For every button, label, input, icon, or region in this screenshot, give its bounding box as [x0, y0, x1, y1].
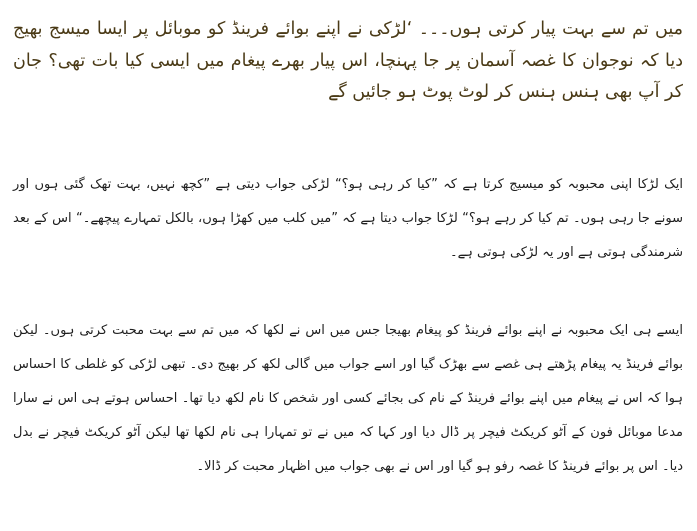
story-paragraph-1: ایک لڑکا اپنی محبوبہ کو میسیج کرتا ہے کہ ”کیا کر رہی ہو؟“ لڑکی جواب دیتی ہے ”کچھ نہیں، بہت تھک گئی ہوں اور سونے جا رہی ہوں۔ تم کیا کر رہے ہو؟“ لڑکا جواب دیتا ہے کہ ”میں کلب میں کھڑا ہوں، بالکل تمہارے پیچھے۔“ اس کے بعد شرمندگی ہوتی ہے اور یہ لڑکی ہوتی ہے۔: [13, 177, 683, 260]
intro-paragraph: میں تم سے بہت پیار کرتی ہوں۔۔۔ ‘لڑکی نے اپنے بوائے فرینڈ کو موبائل پر ایسا میسج بھیج دیا کہ نوجوان کا غصہ آسمان پر جا پہنچا، اس پیار بھرے پیغام میں ایسی کیا بات تھی؟ جان کر آپ بھی ہنس ہنس کر لوٹ پوٹ ہو جائیں گے: [13, 19, 683, 102]
story-paragraph-2: ایسے ہی ایک محبوبہ نے اپنے بوائے فرینڈ کو پیغام بھیجا جس میں اس نے لکھا کہ میں تم سے بہت محبت کرتی ہوں۔ لیکن بوائے فرینڈ یہ پیغام پڑھتے ہی غصے سے بھڑک گیا اور اسے جواب میں گالی لکھ کر بھیج دی۔ تبھی لڑکی کو غلطی کا احساس ہوا کہ اس نے پیغام میں اپنے بوائے فرینڈ کے نام کی بجائے کسی اور شخص کا نام لکھ دیا تھا۔ احساس ہوتے ہی اس نے سارا مدعا موبائل فون کے آٹو کریکٹ فیچر پر ڈال دیا اور کہا کہ میں نے تو تمہارا ہی نام لکھا تھا لیکن آٹو کریکٹ فیچر نے بدل دیا۔ اس پر بوائے فرینڈ کا غصہ رفو ہو گیا اور اس نے بھی جواب میں اظہار محبت کر ڈالا۔: [13, 323, 683, 474]
